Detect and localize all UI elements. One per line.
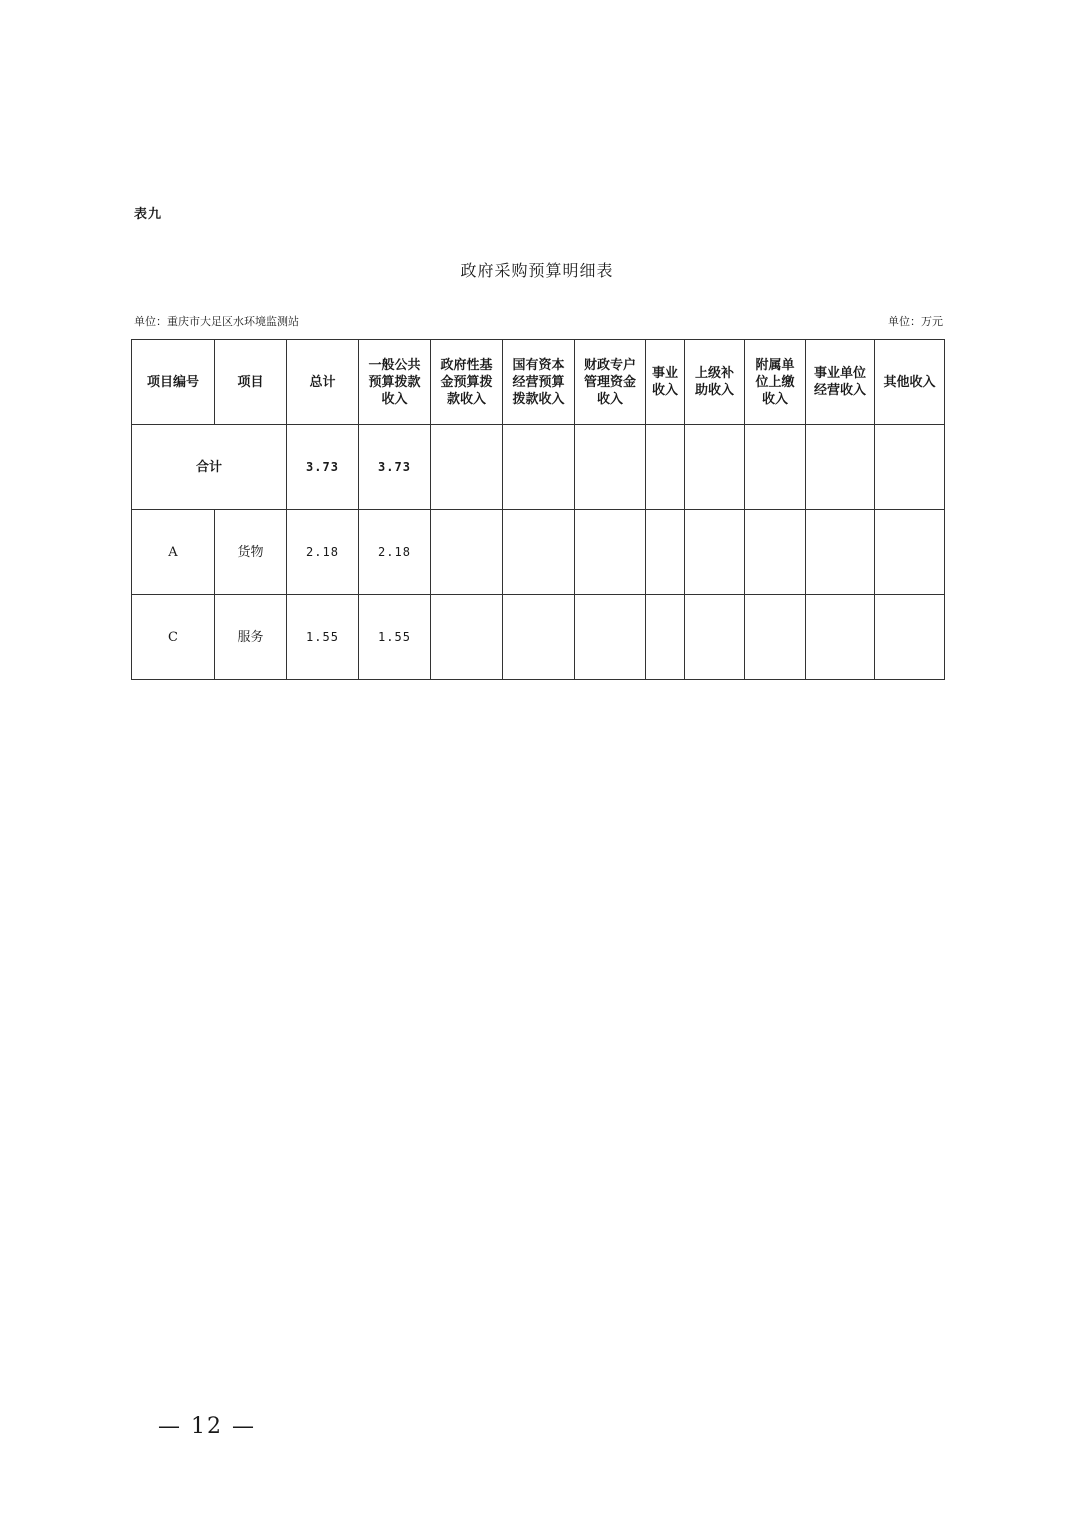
empty-cell	[431, 425, 503, 510]
empty-cell	[806, 595, 875, 680]
empty-cell	[745, 595, 806, 680]
header-row	[132, 340, 945, 425]
empty-cell	[806, 510, 875, 595]
row-total: 2.18	[287, 510, 359, 595]
empty-cell	[503, 595, 575, 680]
header-total: 总计	[287, 340, 359, 425]
empty-cell	[431, 510, 503, 595]
header-project-code: 项目编号	[132, 340, 215, 425]
row-code: A	[132, 510, 215, 595]
header-operating-income: 事业单位经营收入	[806, 340, 875, 425]
row-item: 服务	[215, 595, 287, 680]
header-general-budget: 一般公共预算拨款收入	[359, 340, 431, 425]
procurement-budget-table	[131, 339, 945, 680]
table-row	[132, 510, 945, 595]
empty-cell	[806, 425, 875, 510]
empty-cell	[875, 510, 945, 595]
empty-cell	[875, 425, 945, 510]
header-affiliated-payment: 附属单位上缴收入	[745, 340, 806, 425]
page-title: 政府采购预算明细表	[460, 261, 614, 280]
total-value: 3.73	[287, 425, 359, 510]
empty-cell	[503, 510, 575, 595]
total-general-budget: 3.73	[359, 425, 431, 510]
unit-organization: 单位：重庆市大足区水环境监测站	[134, 315, 299, 328]
total-label: 合计	[132, 425, 287, 510]
header-superior-subsidy: 上级补助收入	[685, 340, 745, 425]
row-code: C	[132, 595, 215, 680]
header-project: 项目	[215, 340, 287, 425]
page-number: — 12 —	[158, 1414, 256, 1439]
header-other-income: 其他收入	[875, 340, 945, 425]
empty-cell	[685, 425, 745, 510]
empty-cell	[575, 425, 646, 510]
empty-cell	[875, 595, 945, 680]
empty-cell	[431, 595, 503, 680]
empty-cell	[575, 510, 646, 595]
empty-cell	[646, 510, 685, 595]
empty-cell	[745, 425, 806, 510]
empty-cell	[503, 425, 575, 510]
header-special-account: 财政专户管理资金收入	[575, 340, 646, 425]
empty-cell	[685, 595, 745, 680]
row-general-budget: 1.55	[359, 595, 431, 680]
table-label: 表九	[134, 207, 163, 222]
empty-cell	[685, 510, 745, 595]
empty-cell	[646, 425, 685, 510]
row-total: 1.55	[287, 595, 359, 680]
header-business-income: 事业收入	[646, 340, 685, 425]
empty-cell	[646, 595, 685, 680]
row-item: 货物	[215, 510, 287, 595]
row-general-budget: 2.18	[359, 510, 431, 595]
header-state-capital: 国有资本经营预算拨款收入	[503, 340, 575, 425]
header-government-fund: 政府性基金预算拨款收入	[431, 340, 503, 425]
total-row	[132, 425, 945, 510]
table-row	[132, 595, 945, 680]
empty-cell	[575, 595, 646, 680]
empty-cell	[745, 510, 806, 595]
unit-currency: 单位：万元	[888, 315, 943, 328]
